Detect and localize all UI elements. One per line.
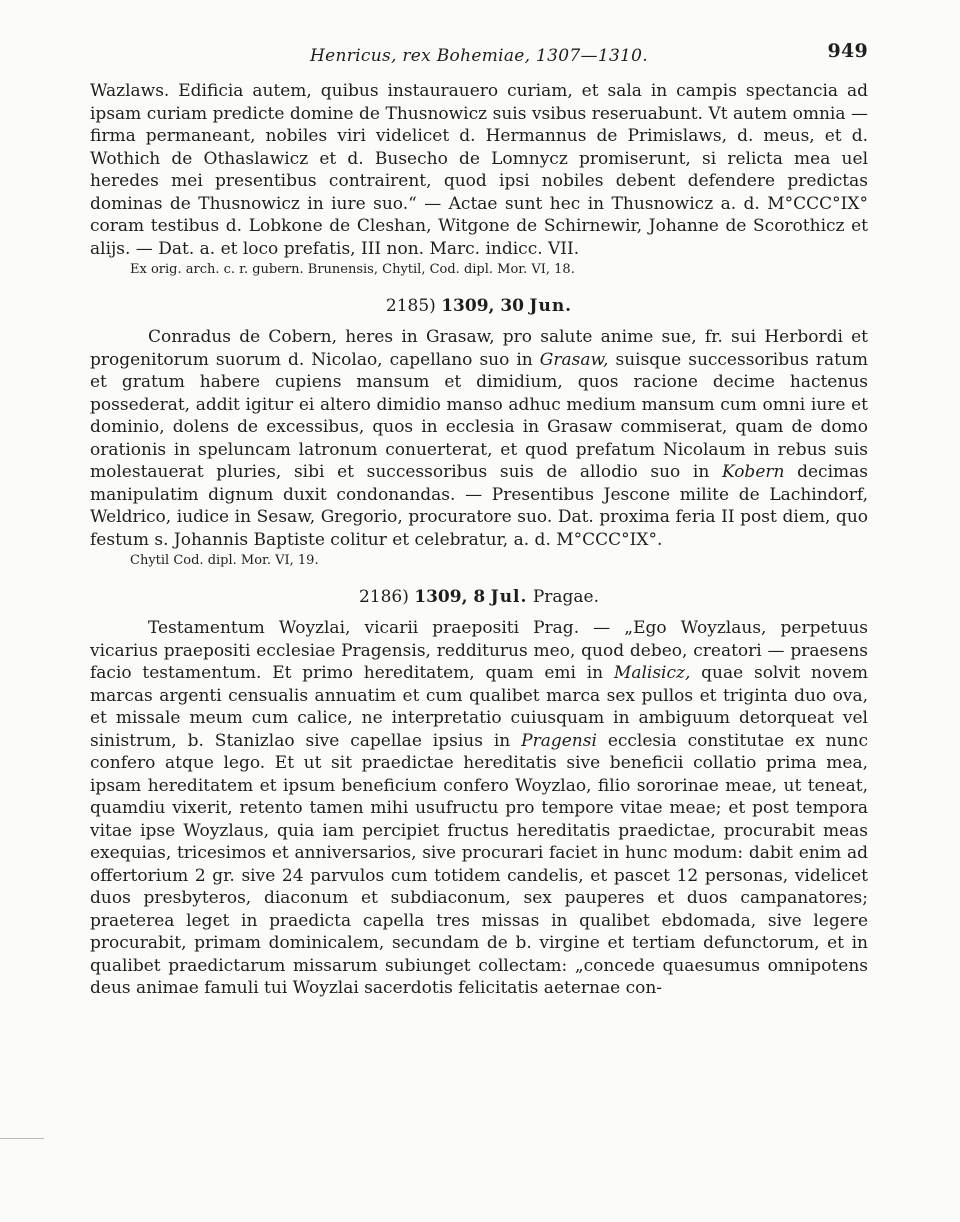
document-number: 2186) — [358, 587, 409, 607]
text-segment: Conradus de Cobern, heres in Grasaw, pro salute anime sue, fr. sui Herbordi et progenitorum suorum d. Nicolao, capellano suo in — [90, 327, 868, 370]
text-segment: Testamentum Woyzlai, vicarii praepositi Prag. — „Ego Woyzlaus, perpetuus vicarius praepositi ecclesiae Pragensis, redditurus meo, quod debeo, creatori — praesens facio testamentum. Et primo hereditatem, quam emi in — [90, 618, 868, 683]
source-note: Chytil Cod. dipl. Mor. VI, 19. — [130, 553, 319, 568]
document-date: 1309, 8 — [414, 587, 486, 607]
source-note: Ex orig. arch. c. r. gubern. Brunensis, Chytil, Cod. dipl. Mor. VI, 18. — [130, 262, 575, 277]
text-segment: ecclesia constitutae ex nunc confero atque lego. Et ut sit praedictae hereditatis sive beneficii collatio prima mea, ipsam hereditatem et ipsum beneficium confero Woyzlao, filio sororinae meae, ut teneat, quamdiu vixerit, retento tamen mihi usufructu pro tempore vitae meae; et post tempora vitae ipse Woyzlaus, quia iam percipiet fructus hereditatis praedictae, procurabit meas exequias, tricesimos et anniversarios, sive procurari faciet in hunc modum: dabit enim ad offertorium 2 gr. sive 24 parvulos cum totidem candelis, et pascet 12 personas, videlicet duos presbyteros, diaconum et subdiaconum, sex pauperes et duos campanatores; praeterea leget in praedicta capella tres missas in qualibet ebdomada, sive legere procurabit, primam dominicalem, secundam de b. virgine et tertiam defunctorum, et in qualibet praedictarum missarum subiunget collectam: „concede quaesumus omnipotens deus animae famuli tui Woyzlai sacerdotis felicitatis aeternae con- — [90, 730, 868, 998]
page-number: 949 — [827, 40, 868, 62]
charter-text-2185 — [90, 326, 868, 551]
document-month: Jun. — [529, 296, 573, 316]
document-number: 2185) — [385, 296, 436, 316]
place-name: Pragensi — [521, 730, 597, 751]
document-place: Pragae. — [532, 587, 600, 607]
running-title: Henricus, rex Bohemiae, 1307—1310. — [309, 46, 648, 66]
text-segment: quae solvit novem marcas argenti censualis annuatim et cum qualibet marca sex pullos et triginta duo ova, et missale meum cum calice, ne interpretatio cuiusquam in ambiguum detorqueat vel sinistrum, b. Stanizlao sive capellae ipsius in — [90, 663, 868, 751]
text-segment: suisque successoribus ratum et gratum habere cupiens mansum et dimidium, quos racione decime hactenus possederat, addit igitur ei altero dimidio manso adhuc medium mansum cum omni iure et dominio, dolens de excessibus, quos in ecclesia in Grasaw commiserat, quam de domo orationis in speluncam latronum conuerterat, et quod prefatum Nicolaum in rebus suis molestauerat pluries, sibi et successoribus suis de allodio suo in — [90, 349, 868, 482]
text-segment: decimas manipulatim dignum duxit condonandas. — Presentibus Jescone milite de Lachindorf, Weldrico, iudice in Sesaw, Gregorio, procuratore suo. Dat. proxima feria II post diem, quo festum s. Johannis Baptiste colitur et celebratur, a. d. M°CCC°IX°. — [90, 462, 868, 550]
document-heading-2185 — [90, 296, 868, 316]
charter-text-2186 — [90, 617, 868, 1000]
charter-continuation-text: Wazlaws. Edificia autem, quibus instaurauero curiam, et sala in campis spectancia ad ipsam curiam predicte domine de Thusnowicz suis vsibus reseruabunt. Vt autem omnia — firma permaneant, nobiles viri videlicet d. Hermannus de Primislaws, d. meus, et d. Wothich de Othaslawicz et d. Busecho de Lomnycz promiserunt, si relicta mea uel heredes mei presentibus contrairent, quod ipsi nobiles debent defendere predictas dominas de Thusnowicz in iure suo.“ — Actae sunt hec in Thusnowicz a. d. M°CCC°IX° coram testibus d. Lobkone de Cleshan, Witgone de Schirnewir, Johanne de Scorothicz et alijs. — Dat. a. et loco prefatis, III non. Marc. indicc. VII. — [90, 81, 868, 259]
running-head — [90, 40, 868, 80]
place-name: Malisicz, — [613, 663, 691, 683]
document-date: 1309, 30 — [441, 296, 525, 316]
margin-rule — [0, 1138, 44, 1139]
place-name: Kobern — [721, 462, 785, 482]
document-month: Jul. — [490, 587, 528, 607]
place-name: Grasaw, — [539, 349, 609, 370]
document-heading-2186 — [90, 587, 868, 607]
